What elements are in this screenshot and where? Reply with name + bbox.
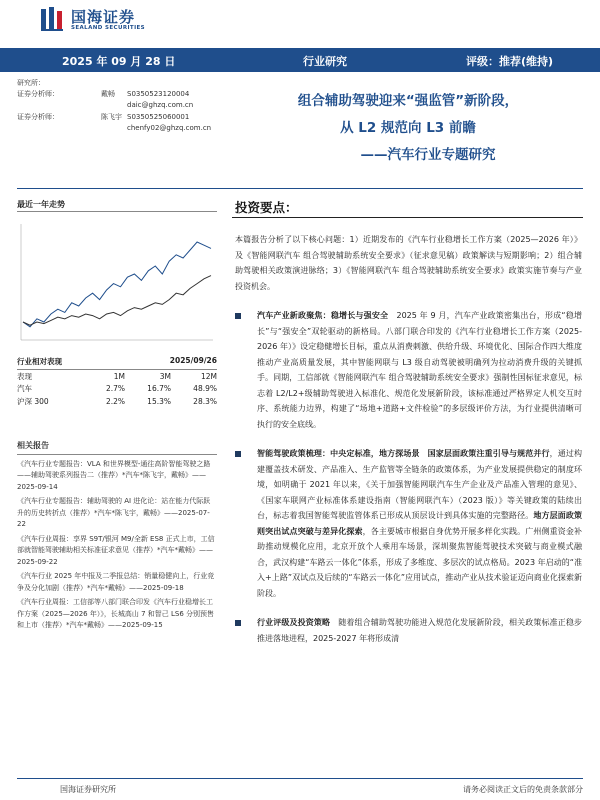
analyst-info: [17, 78, 232, 134]
bullet-lead: 汽车产业新政聚焦：稳增长与强安全: [257, 311, 389, 320]
table-cell: 16.7%: [147, 384, 171, 394]
table-header-row: [17, 370, 217, 383]
footer-divider: [17, 778, 583, 779]
performance-date: 2025/09/26: [169, 356, 217, 365]
performance-header: [17, 356, 217, 370]
report-date: 2025 年 09 月 28 日: [62, 55, 176, 68]
key-points-body: [235, 232, 582, 660]
logo-chinese-name: 国海证券: [71, 8, 136, 26]
bullet-text: 随着组合辅助驾驶功能进入规范化发展新阶段，相关政策标准正稳步推进落地进程，2025-2027 年将形成清: [257, 618, 583, 643]
analyst-name: 陈飞宇: [101, 112, 122, 121]
table-cell: 15.3%: [147, 396, 171, 406]
chart-section-divider: [17, 211, 217, 212]
key-points-divider: [232, 217, 583, 218]
bullet-lead-2: 国家层面政策注重引导与规范并行: [427, 449, 550, 458]
analyst-row: [17, 89, 232, 100]
column-header: 表现: [17, 371, 32, 381]
logo-english-name: SEALAND SECURITIES: [71, 25, 146, 31]
bullet-lead-3: 地方层面政策则突出试点突破与差异化探索: [257, 511, 582, 536]
table-row: [17, 383, 217, 396]
analyst-name: 戴畅: [101, 90, 115, 99]
bullet-square-icon: [235, 451, 241, 457]
key-points-title: 投资要点：: [235, 200, 298, 215]
bullet-text: ，通过构建覆盖技术研发、产品准入、生产监管等全链条的政策体系，为产业发展提供稳定的制度环境，如明确于 2021 年以来，《关于加强智能网联汽车生产企业及产品准入管理的意见》、《国家车联网产业标准体系建设指南（智能网联汽车）（2023 版）》等关键政策的陆续出台，标志着我国智能驾驶监管体系已形成从顶层设计到具体实施的完整路径。: [257, 449, 583, 520]
analyst-email[interactable]: chenfy02@ghzq.com.cn: [127, 123, 212, 132]
bullet-paragraph: [235, 308, 582, 432]
analyst-email[interactable]: daic@ghzq.com.cn: [127, 101, 194, 110]
company-logo: [40, 4, 180, 36]
header-divider: [17, 188, 583, 189]
table-cell: 28.3%: [193, 396, 217, 406]
performance-table: [17, 356, 217, 408]
report-title: [238, 88, 578, 169]
table-cell: 汽车: [17, 384, 32, 394]
column-header: 1M: [113, 371, 125, 381]
related-item[interactable]: 《汽车行业专题报告：VLA 和世界模型-通往高阶智能驾驶之路——辅助驾驶系列报告二（推荐）*汽车*陈飞宇，戴畅》——2025-09-14: [17, 459, 211, 491]
related-item[interactable]: 《汽车行业周报：工信部等八部门联合印发《汽车行业稳增长工作方案（2025—2026 年）》，长城高山 7 和智己 LS6 分别预售和上市（推荐）*汽车*戴畅》——2025-09-15: [17, 598, 215, 629]
performance-title: 行业相对表现: [17, 357, 62, 366]
logo-mark-icon: [40, 6, 66, 32]
series-line-hs300: [23, 276, 211, 326]
analyst-cert: S0350523120004: [127, 90, 190, 99]
report-rating: 评级：推荐(维持): [466, 55, 554, 68]
related-title: 相关报告: [17, 440, 217, 455]
title-line-1: 组合辅助驾驶迎来“强监管”新阶段，: [297, 93, 519, 109]
column-header: 3M: [159, 371, 171, 381]
column-header: 12M: [200, 371, 217, 381]
bullet-paragraph: [235, 446, 582, 601]
table-cell: 2.7%: [105, 384, 125, 394]
title-subtitle: ——汽车行业专题研究: [360, 147, 496, 163]
intro-paragraph: 本篇报告分析了以下核心问题：1）近期发布的《汽车行业稳增长工作方案（2025—2026 年）》及《智能网联汽车 组合驾驶辅助系统安全要求》（征求意见稿）政策解读与短期影响；2）组合辅助驾驶相关政策演进脉络；3）《智能网联汽车 组合驾驶辅助系统安全要求》政策实施节奏与产业投资机会。: [235, 235, 582, 291]
header-bar: [0, 48, 600, 72]
trend-chart: [17, 216, 217, 348]
analyst-row: [17, 112, 232, 123]
analyst-email-row: [17, 100, 232, 111]
chart-section-label: 最近一年走势: [17, 200, 65, 209]
bullet-square-icon: [235, 313, 241, 319]
bullet-square-icon: [235, 620, 241, 626]
analyst-cert: S0350525060001: [127, 112, 190, 121]
table-cell: 2.2%: [105, 396, 125, 406]
analyst-role: 证券分析师：: [17, 112, 59, 121]
related-reports: [17, 440, 217, 635]
footer-disclaimer: 请务必阅读正文后的免责条款部分: [463, 785, 583, 794]
analyst-heading: 研究所：: [17, 79, 45, 87]
table-cell: 48.9%: [193, 384, 217, 394]
bullet-lead: 行业评级及投资策略: [257, 618, 331, 627]
bullet-paragraph: [235, 615, 582, 646]
related-item[interactable]: 《汽车行业专题报告：辅助驾驶的 AI 进化论：站在能力代际跃升的历史转折点（推荐）*汽车*陈飞宇，戴畅》——2025-07-22: [17, 497, 211, 528]
analyst-role: 证券分析师：: [17, 90, 59, 99]
bullet-text-2: ，各主要城市根据自身优势开展多样化实践。广州侧重资金补助推动规模化应用，北京开放个人乘用车场景，深圳聚焦智能驾驶技术突破与商业模式融合，武汉构建“车路云一体化”体系，形成了多维度、多层次的试点格局。2023 年启动的“准入+上路”双试点及后续的“车路云一体化”应用试点，推动产业从技术验证迈向商业化探索新阶段。: [257, 526, 583, 598]
footer-institute: 国海证券研究所: [60, 785, 116, 794]
title-line-2: 从 L2 规范向 L3 前瞻: [340, 120, 476, 136]
table-row: [17, 395, 217, 408]
analyst-email-row: [17, 123, 232, 134]
related-item[interactable]: 《汽车行业周报：享界 S9T/银河 M9/全新 ES8 正式上市，工信部就智能驾驶辅助相关标准征求意见（推荐）*汽车*戴畅》——2025-09-22: [17, 534, 215, 566]
bullet-text: 2025 年 9 月，汽车产业政策密集出台，形成“稳增长”与“强安全”双轮驱动的新格局。八部门联合印发的《汽车行业稳增长工作方案（2025-2026 年）》设定稳健增长目标，重点从消费刺激、供给升级、环境优化、国际合作四大维度推动产业高质量发展，其中智能网联与 L3 级自动驾驶被明确列为拉动消费升级的关键抓手。同期，工信部就《智能网联汽车 组合驾驶辅助系统安全要求》强制性国标征求意见，标志着 L2/L2+级辅助驾驶进入标准化、规范化发展新阶段，该标准通过严格界定人机交互时序、系统能力边界，构建了“场地+道路+文件检验”的多层级评价方法，为行业提供清晰可执行的安全底线。: [257, 311, 582, 429]
related-item[interactable]: 《汽车行业 2025 年中报及二季报总结：销量稳健向上，行业竞争及分化加剧（推荐）*汽车*戴畅》——2025-09-18: [17, 572, 215, 592]
bullet-lead: 智能驾驶政策梳理：中央定标准，地方探场景: [257, 449, 420, 458]
report-type: 行业研究: [303, 55, 347, 68]
table-cell: 沪深 300: [17, 396, 49, 406]
